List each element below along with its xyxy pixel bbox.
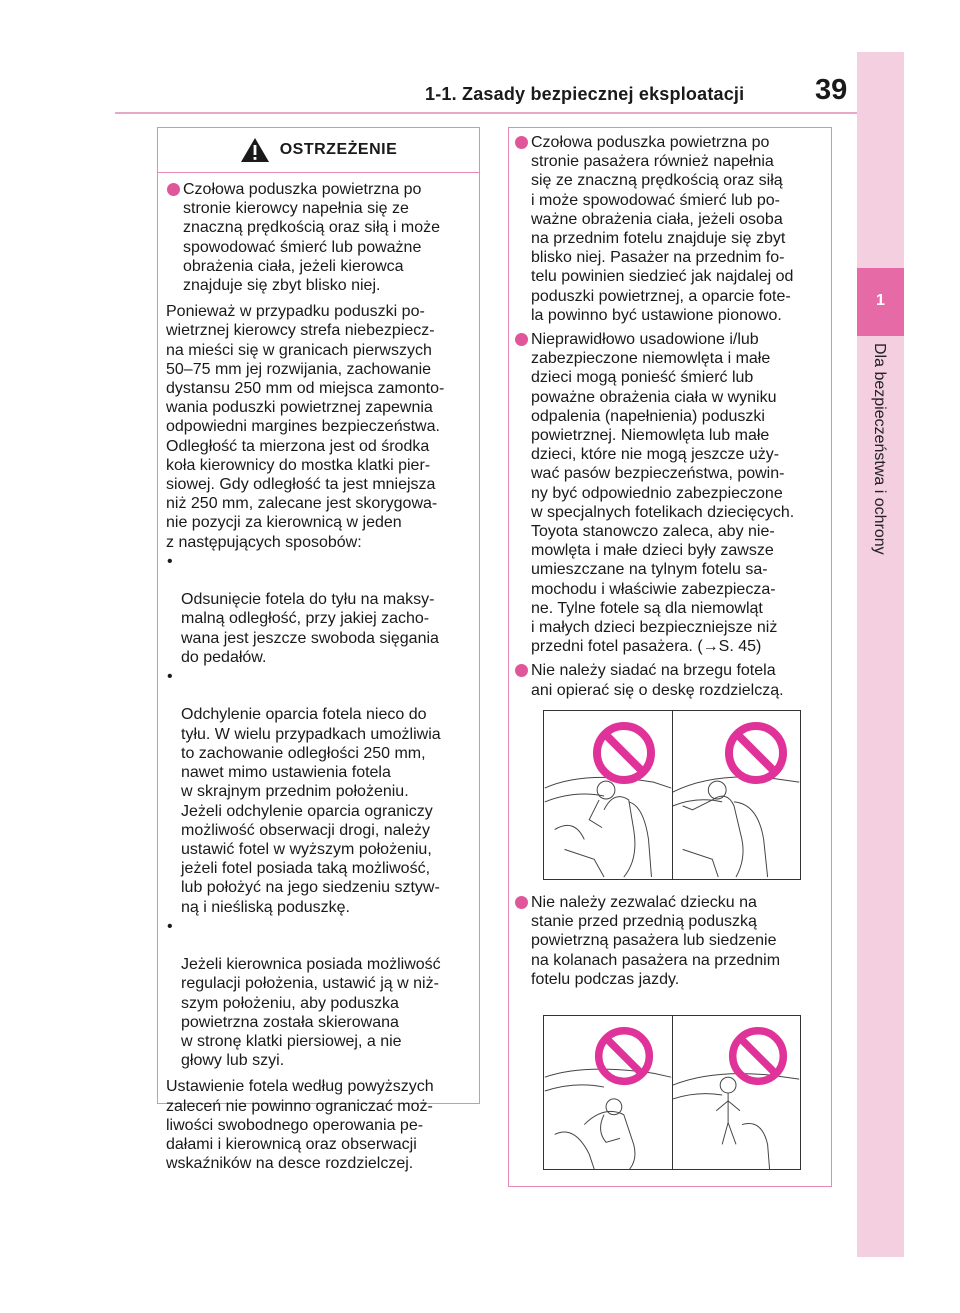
warning-bullet [166,180,473,295]
prohibition-icon [592,721,656,785]
bullet-text: Nieprawidłowo usadowione i/lub zabezpieczone niemowlęta i małe dzieci mogą ponieść śmierć lub poważne obrażenia ciała w wyniku odpalenia (napełnienia) poduszki powietrznej. Niemowlęta lub małe dzieci, które nie mogą jeszcze uży- wać pasów bezpieczeństwa, powin- ny być odpowiednio zabezpieczone w specjalnych fotelikach dziecięcych. Toyota stanowczo zaleca, aby nie- mowlęta i małe dzieci były zawsze umieszczane na tylnym fotelu sa- mochodu i właściwie zabezpiecza- ne. Tylne fotele są dla niemowląt i małych dzieci bezpieczniejsze niż przedni fotel pasażera. (→S. 45) [531,331,795,656]
prohibition-icon [728,1026,788,1086]
warning-header [158,128,479,173]
list-marker: • [167,917,173,935]
list-item [166,667,473,917]
side-bar [857,52,904,1257]
chapter-title: Dla bezpieczeństwa i ochrony [871,343,888,555]
illustration-passenger-leaning [543,710,801,880]
chapter-number: 1 [876,292,885,309]
section-title: 1-1. Zasady bezpiecznej eksploatacji [425,84,745,104]
bullet-dot [167,183,180,196]
warning-bullet [514,330,825,656]
bullet-text: Czołowa poduszka powietrzna po stronie kierowcy napełnia się ze znaczną prędkością oraz siłą i może spowodować śmierć lub poważne obrażenia ciała, jeżeli kierowca znajduje się zbyt blisko niej. [183,181,441,295]
warning-bullet [514,133,825,325]
page-number: 39 [815,74,848,106]
bullet-dot [515,136,528,149]
warning-bullet [514,661,825,699]
warning-box-continued [508,127,832,1187]
list-item-text: Odchylenie oparcia fotela nieco do tyłu. W wielu przypadkach umożliwia to zachowanie odległości 250 mm, nawet mimo ustawienia fotela w skrajnym przednim położeniu. Jeżeli odchylenie oparcia ograniczy możliwość obserwacji drogi, należy ustawić fotel w wyższym położeniu, jeżeli fotel posiada taką możliwość, lub położyć na jego siedzeniu sztyw- ną i nieśliską poduszkę. [181,706,441,916]
bullet-dot [515,896,528,909]
warning-box [157,127,480,1173]
warning-bullet [514,893,825,989]
list-item-text: Odsunięcie fotela do tyłu na maksy- malną odległość, przy jakiej zacho- wana jest jeszcze swoboda sięgania do pedałów. [181,591,439,666]
warning-title: OSTRZEŻENIE [279,141,398,158]
bullet-dot [515,333,528,346]
list-marker: • [167,552,173,570]
bullet-dot [515,664,528,677]
list-item [166,917,473,1071]
bullet-text: Nie należy siadać na brzegu fotela ani opierać się o deskę rozdzielczą. [531,662,784,699]
list-item [166,552,473,667]
list-marker: • [167,668,173,686]
warning-paragraph: Ponieważ w przypadku poduszki po- wietrznej kierowcy strefa niebezpiecz- na mieści się w granicach pierwszych 50–75 mm jej rozwijania, zachowanie dystansu 250 mm od miejsca zamonto- wania poduszki powietrznej zapewnia odpowiedni margines bezpieczeństwa. Odległość ta mierzona jest od środka koła kierownicy do mostka klatki pier- siowej. Gdy odległość ta jest mniejsza niż 250 mm, zalecane jest skorygowa- nie pozycji za kierownicą w jeden z następujących sposobów: [166,303,445,551]
bullet-text: Czołowa poduszka powietrzna po stronie pasażera również napełnia się ze znaczną prędkością oraz siłą i może spowodować śmierć lub po- ważne obrażenia ciała, jeżeli osoba na przednim fotelu znajduje się zbyt blisko niej. Pasażer na przednim fo- telu powinien siedzieć jak najdalej od poduszki powietrznej, a oparcie fote- la powinno być ustawione pionowo. [531,134,794,324]
header-rule [115,112,857,114]
bullet-text: Nie należy zezwalać dziecku na stanie przed przednią poduszką powietrzną pasażera lub siedzenie na kolanach pasażera na przednim fotelu podczas jazdy. [531,893,781,988]
list-item-text: Jeżeli kierownica posiada możliwość regulacji położenia, ustawić ją w niż- szym położeniu, aby poduszka powietrzna została skierowana w stronę klatki piersiowej, a nie głowy lub szyi. [181,956,441,1070]
warning-triangle-icon [240,137,270,163]
prohibition-icon [594,1026,654,1086]
warning-paragraph: Ustawienie fotela według powyższych zaleceń nie powinno ograniczać moż- liwości swobodnego operowania pe- dałami i kierownicą oraz obserwacji wskaźników na desce rozdzielczej. [166,1078,434,1173]
prohibition-icon [724,721,788,785]
illustration-child-standing [543,1015,801,1170]
